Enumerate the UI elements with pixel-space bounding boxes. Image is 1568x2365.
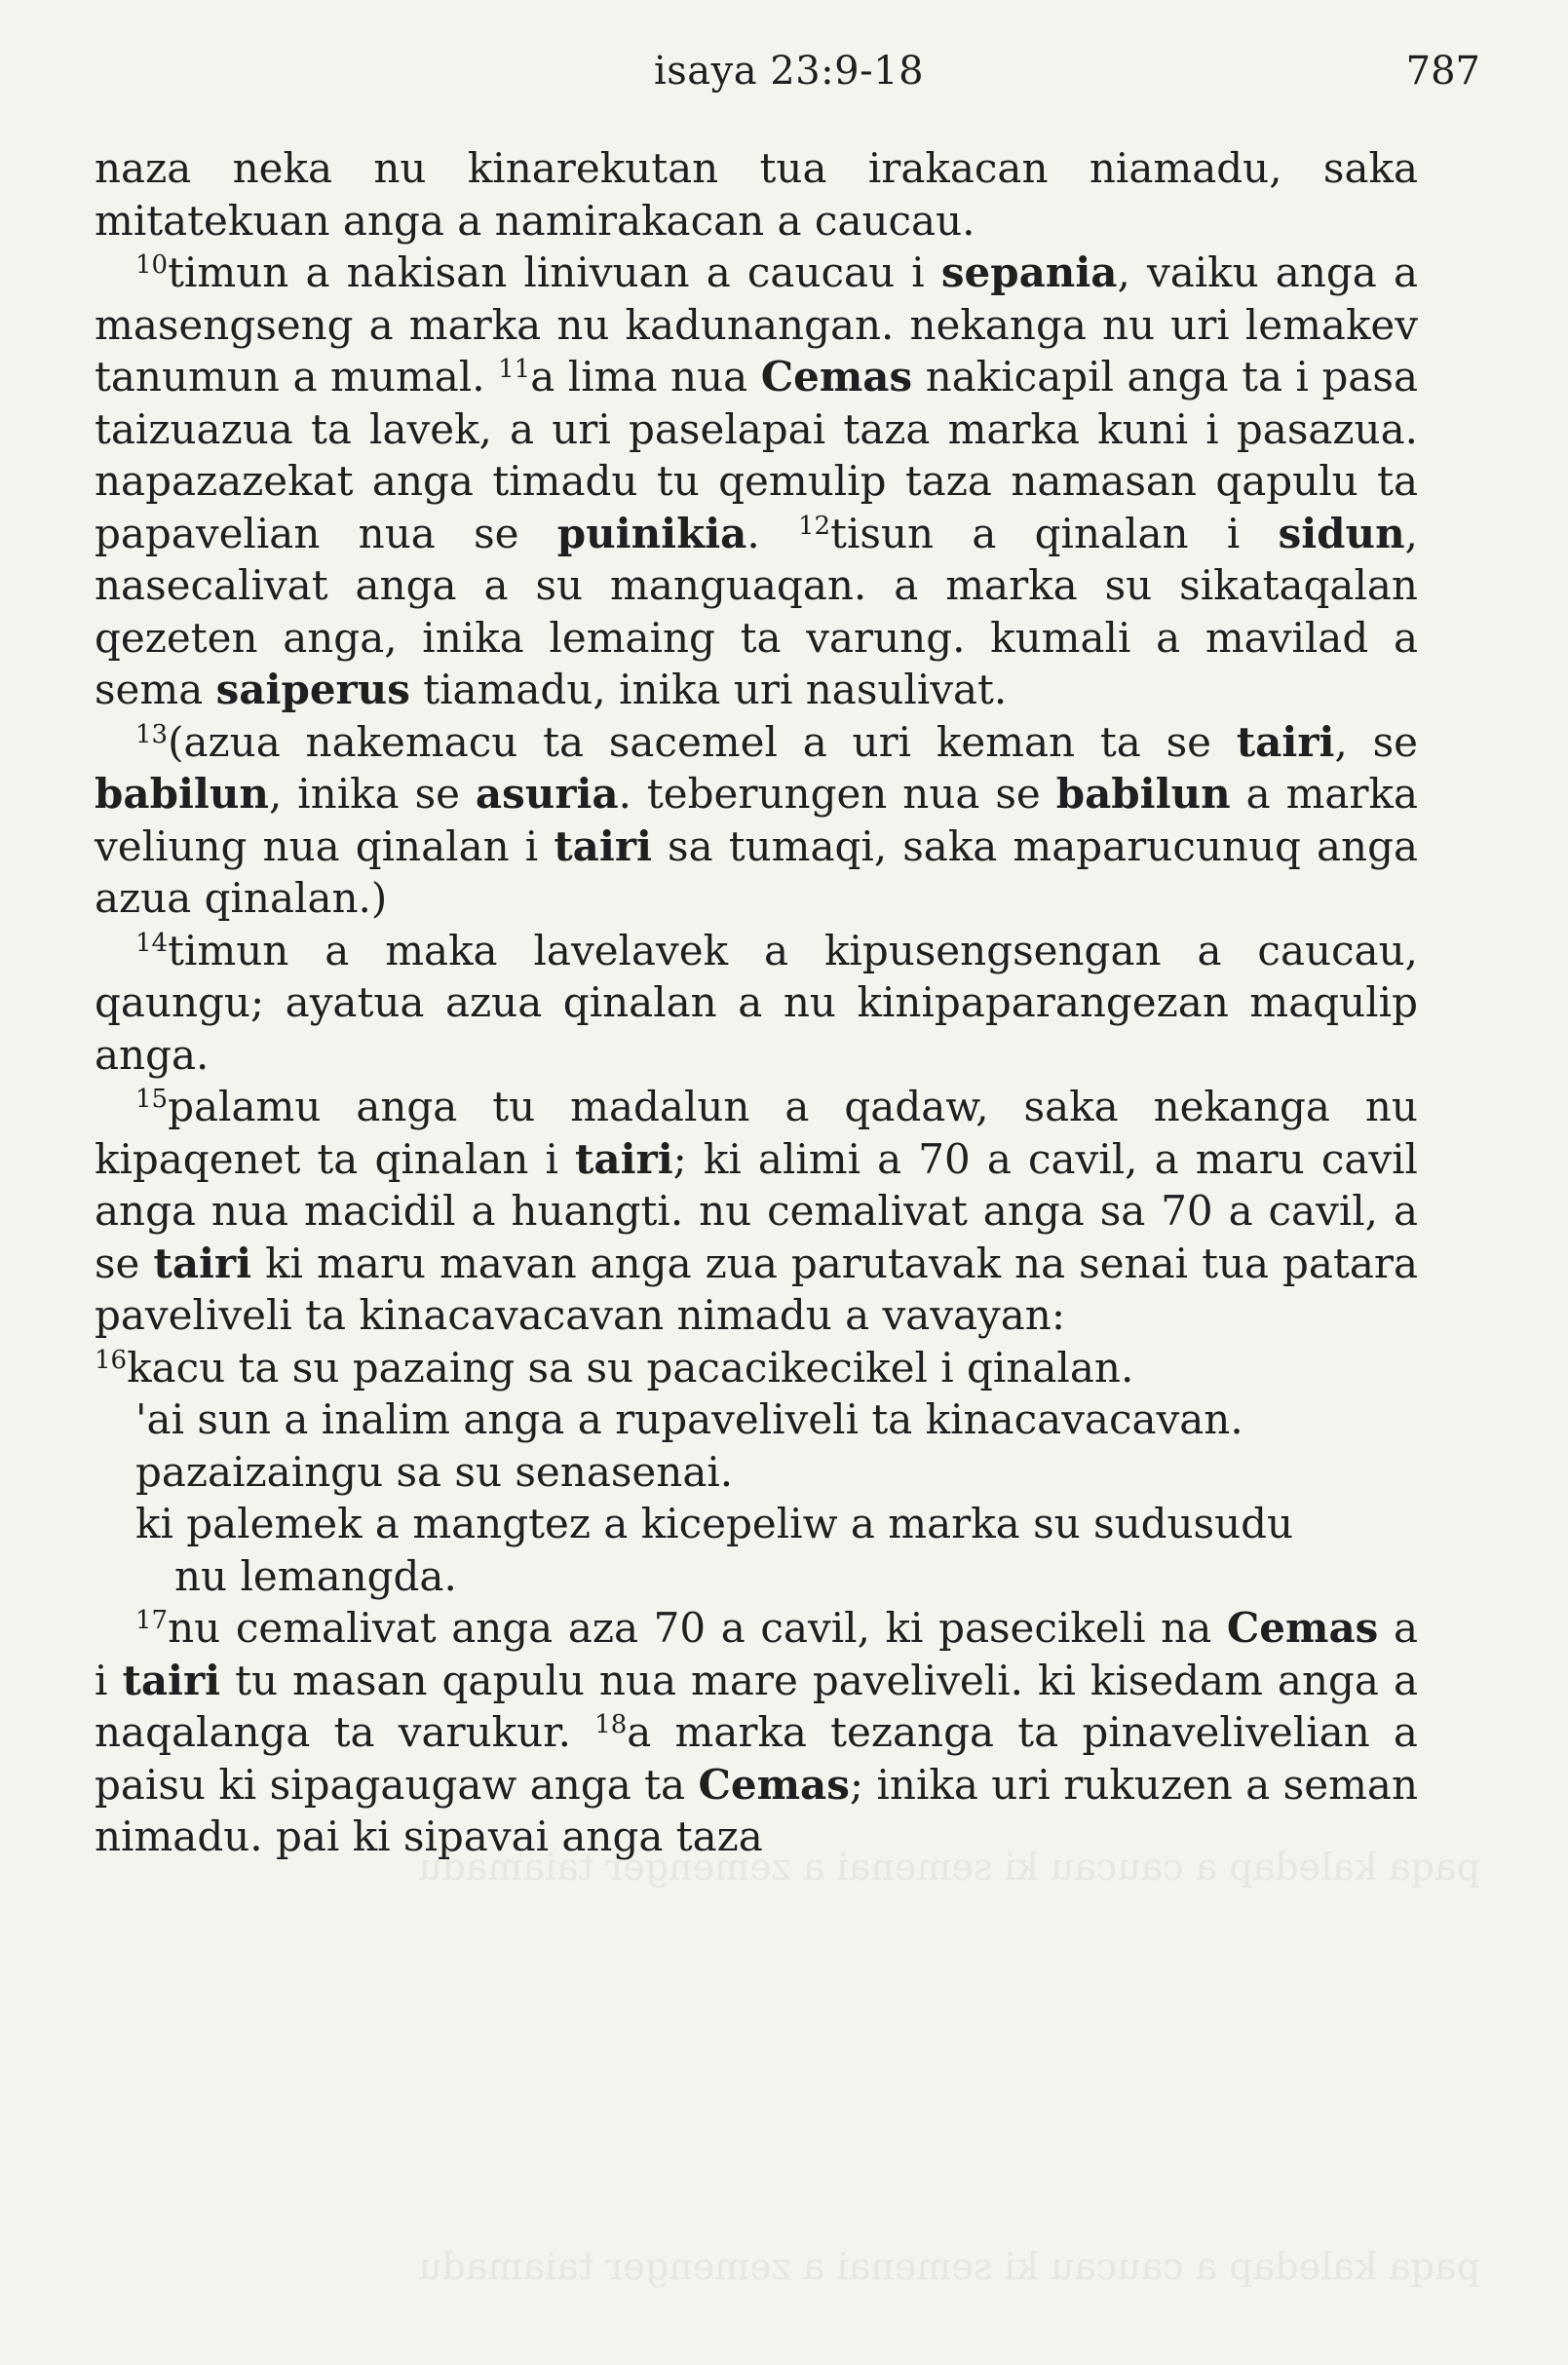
poetry-line [95,1342,1418,1394]
poetry-line: nu lemangda. [174,1551,457,1600]
verse-number: 14 [135,928,169,958]
verse-number: 11 [498,355,531,384]
paragraph [95,247,1418,716]
text-run: , se [1334,717,1418,766]
bleed-through-text: paqa kaledap a caucau ki semenai a zemenger taiamadu [417,1846,1480,1888]
verse-number: 17 [135,1606,169,1635]
bleed-through-text: paqa kaledap a caucau ki semenai a zemenger taiamadu [417,2245,1480,2288]
text-run: , nasecalivat anga a su manguaqan. a marka su sikataqalan qezeten anga, inika lemaing ta varung. kumali a mavilad a sema [95,509,1418,713]
text-run: , inika se [268,770,476,818]
poetry-block [95,1342,1418,1603]
text-run: , vaiku anga a masengseng a marka nu kadunangan. nekanga nu uri lemakev tanumun a mumal. [95,248,1418,401]
text-run: palamu anga tu madalun a qadaw, saka nekanga nu kipaqenet ta qinalan i [95,1083,1418,1183]
bold-name: tairi [575,1134,673,1183]
bold-name: puinikia [556,509,747,557]
text-run: . [746,509,799,557]
bold-name: babilun [95,770,269,818]
bold-name: Cemas [1226,1604,1379,1652]
text-run: a i [95,1604,1418,1704]
text-run: a marka veliung nua qinalan i [95,770,1419,870]
bold-name: babilun [1055,770,1231,818]
text-run: a lima nua [530,353,761,401]
verse-number: 18 [594,1710,628,1739]
text-run: tu masan qapulu nua mare paveliveli. ki kisedam anga a naqalanga ta varukur. [95,1656,1418,1756]
text-run: tisun a qinalan i [830,509,1279,557]
paragraph [95,1602,1418,1863]
bold-name: tairi [153,1239,252,1287]
page-number: 787 [1405,49,1480,94]
text-run: nu cemalivat anga aza 70 a cavil, ki pasecikeli na [168,1604,1227,1652]
text-run: . teberungen nua se [618,770,1056,818]
bold-name: Cemas [760,353,913,401]
running-head: isaya 23:9-18 [653,49,925,94]
bold-name: Cemas [698,1760,850,1809]
text-run: timun a nakisan linivuan a caucau i [168,248,941,296]
verse-number: 13 [135,719,169,749]
bold-name: tairi [1236,717,1335,766]
paragraph: naza neka nu kinarekutan tua irakacan niamadu, saka mitatekuan anga a namirakacan a caucau. [95,144,1418,245]
paragraph [95,716,1418,925]
text-run: a marka tezanga ta pinavelivelian a paisu ki sipagaugaw anga ta [95,1708,1418,1809]
paragraph [95,925,1418,1082]
poetry-line: pazaizaingu sa su senasenai. [135,1447,734,1496]
text-run: sa tumaqi, saka maparucunuq anga azua qinalan.) [95,821,1418,922]
bold-name: asuria [475,770,619,818]
bold-name: tairi [122,1656,221,1704]
verse-number: 16 [95,1345,128,1375]
verse-number: 10 [135,250,169,280]
bold-name: tairi [554,821,652,870]
text-run: ; ki alimi a 70 a cavil, a maru cavil anga nua macidil a huangti. nu cemalivat anga sa 70 a cavil, a se [95,1134,1418,1287]
verse-number: 15 [135,1085,169,1114]
text-run: ki maru mavan anga zua parutavak na senai tua patara paveliveli ta kinacavacavan nimadu a vavayan: [95,1239,1419,1339]
text-run: timun a maka lavelavek a kipusengsengan a caucau, qaungu; ayatua azua qinalan a nu kinipaparangezan maqulip anga. [95,926,1418,1079]
verse-number: 12 [798,511,831,541]
text-run: tiamadu, inika uri nasulivat. [409,666,1008,713]
poetry-line: 'ai sun a inalim anga a rupaveliveli ta kinacavacavan. [135,1395,1243,1443]
text-run: kacu ta su pazaing sa su pacacikecikel i qinalan. [127,1343,1134,1392]
bold-name: sepania [940,248,1118,296]
page-header [97,41,1480,99]
text-run: ; inika uri rukuzen a seman nimadu. pai ki sipavai anga taza [95,1760,1418,1860]
bold-name: sidun [1278,509,1405,557]
paragraph [95,1081,1418,1342]
poetry-line: ki palemek a mangtez a kicepeliw a marka su sudusudu [135,1500,1294,1547]
text-run: nakicapil anga ta i pasa taizuazua ta lavek, a uri paselapai taza marka kuni i pasazua. napazazekat anga timadu tu qemulip taza namasan qapulu ta papavelian nua se [95,353,1418,557]
text-run: (azua nakemacu ta sacemel a uri keman ta se [168,717,1237,766]
body-text [95,142,1418,1863]
bold-name: saiperus [215,666,410,713]
